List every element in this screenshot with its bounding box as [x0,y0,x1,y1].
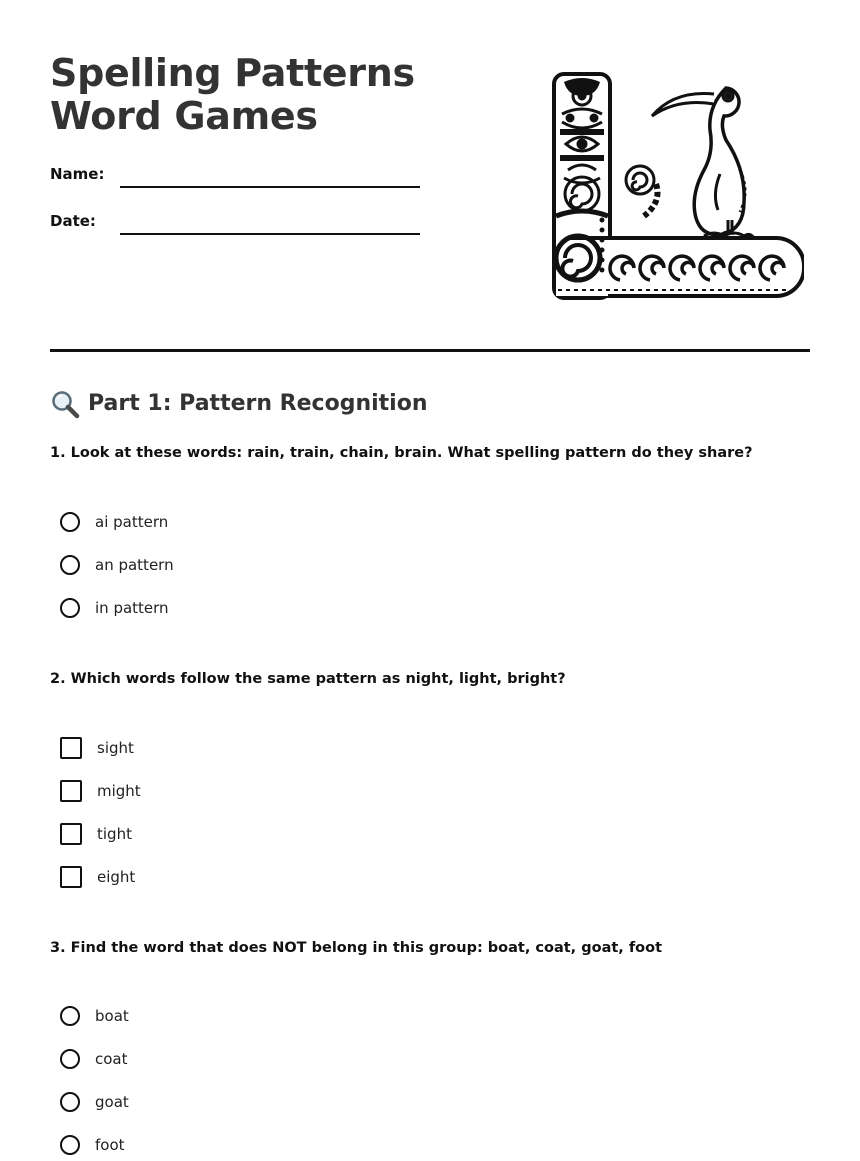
q3-option-coat[interactable] [60,1046,128,1072]
option-label: goat [95,1093,129,1111]
option-label: an pattern [95,556,174,574]
q2-option-eight[interactable] [60,864,135,890]
question-3-text: 3. Find the word that does NOT belong in this group: boat, coat, goat, foot [50,940,663,956]
option-label: ai pattern [95,513,169,531]
question-1-text: 1. Look at these words: rain, train, chain, brain. What spelling pattern do they share? [50,445,753,461]
radio-button[interactable] [60,512,80,532]
q1-option-ai-pattern[interactable] [60,509,168,535]
section-title-part-1 [50,388,427,420]
q2-option-tight[interactable] [60,821,132,847]
q2-option-sight[interactable] [60,735,134,761]
radio-button[interactable] [60,1006,80,1026]
q3-option-boat[interactable] [60,1003,129,1029]
option-label: coat [95,1050,128,1068]
checkbox[interactable] [60,737,82,759]
header-divider [50,349,810,352]
q3-option-foot[interactable] [60,1132,125,1158]
maori-carving-kiwi-illustration [548,70,804,302]
option-label: sight [97,739,134,757]
name-label: Name: [50,165,105,183]
radio-button[interactable] [60,1092,80,1112]
section-title-text: Part 1: Pattern Recognition [88,391,428,416]
magnifying-glass-icon [50,389,80,419]
question-2-text: 2. Which words follow the same pattern as night, light, bright? [50,671,566,687]
option-label: boat [95,1007,129,1025]
checkbox[interactable] [60,780,82,802]
option-label: eight [97,868,136,886]
checkbox[interactable] [60,866,82,888]
name-field-line[interactable] [120,186,420,188]
option-label: might [97,782,141,800]
radio-button[interactable] [60,555,80,575]
option-label: tight [97,825,132,843]
date-label: Date: [50,212,96,230]
q1-option-in-pattern[interactable] [60,595,169,621]
date-field-line[interactable] [120,233,420,235]
q3-option-goat[interactable] [60,1089,129,1115]
radio-button[interactable] [60,1135,80,1155]
option-label: in pattern [95,599,169,617]
checkbox[interactable] [60,823,82,845]
radio-button[interactable] [60,598,80,618]
radio-button[interactable] [60,1049,80,1069]
q2-option-might[interactable] [60,778,141,804]
page-title: Spelling Patterns Word Games [50,51,415,138]
q1-option-an-pattern[interactable] [60,552,174,578]
option-label: foot [95,1136,125,1154]
